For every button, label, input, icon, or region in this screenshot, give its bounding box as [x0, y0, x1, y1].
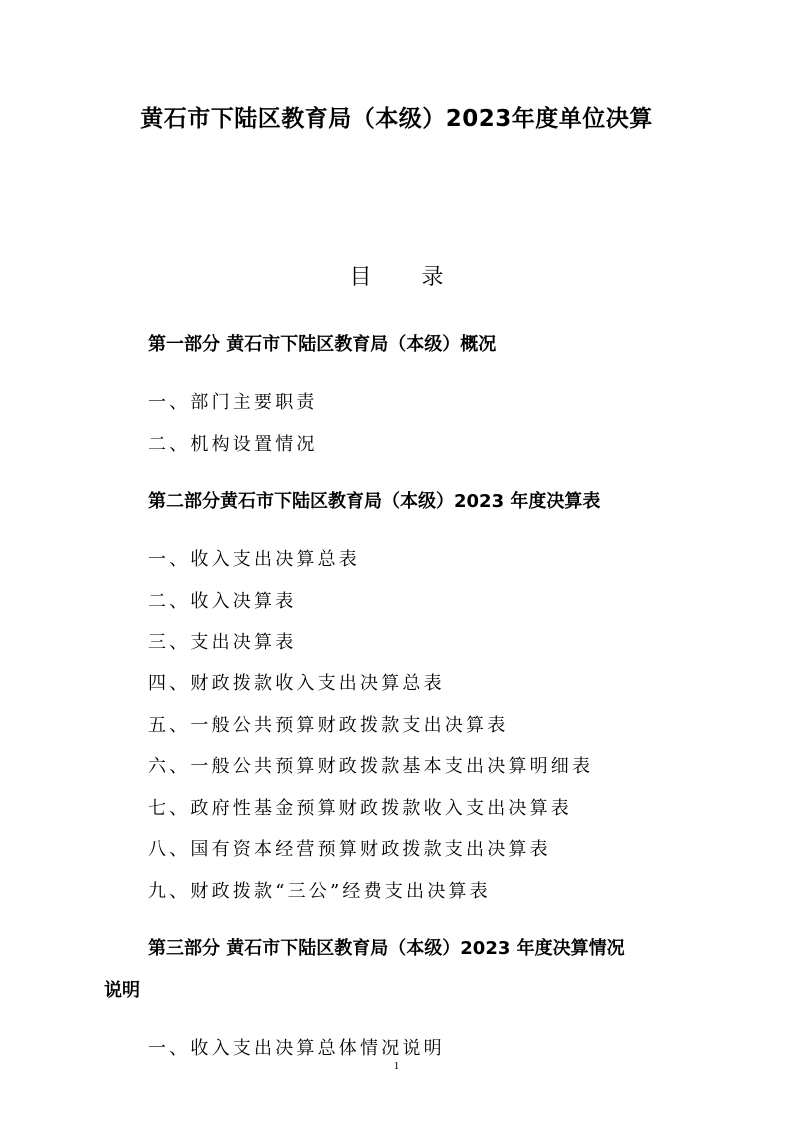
toc-heading: [0, 260, 793, 291]
toc-item: 一、收入支出决算总表: [148, 549, 360, 570]
part2-heading: 第二部分黄石市下陆区教育局（本级）2023 年度决算表: [148, 491, 601, 512]
part1-heading: 第一部分 黄石市下陆区教育局（本级）概况: [148, 334, 497, 355]
toc-item: 二、机构设置情况: [148, 434, 318, 455]
page-number: 1: [393, 1060, 400, 1072]
toc-heading-char-1: 目: [349, 265, 372, 290]
toc-heading-char-2: 录: [421, 265, 444, 290]
part3-heading-line2: 说明: [104, 980, 140, 1001]
toc-item: 六、一般公共预算财政拨款基本支出决算明细表: [148, 756, 594, 777]
toc-item: 七、政府性基金预算财政拨款收入支出决算表: [148, 798, 572, 819]
document-title: 黄石市下陆区教育局（本级）2023年度单位决算: [140, 106, 653, 132]
toc-item: 四、财政拨款收入支出决算总表: [148, 673, 445, 694]
toc-item: 二、收入决算表: [148, 591, 297, 612]
toc-item: 一、部门主要职责: [148, 392, 318, 413]
toc-item: 九、财政拨款“三公”经费支出决算表: [148, 881, 491, 902]
toc-item: 五、一般公共预算财政拨款支出决算表: [148, 715, 509, 736]
toc-item: 三、支出决算表: [148, 632, 297, 653]
part3-heading-line1: 第三部分 黄石市下陆区教育局（本级）2023 年度决算情况: [148, 938, 625, 959]
toc-item: 一、收入支出决算总体情况说明: [148, 1038, 445, 1059]
toc-item: 八、国有资本经营预算财政拨款支出决算表: [148, 839, 551, 860]
